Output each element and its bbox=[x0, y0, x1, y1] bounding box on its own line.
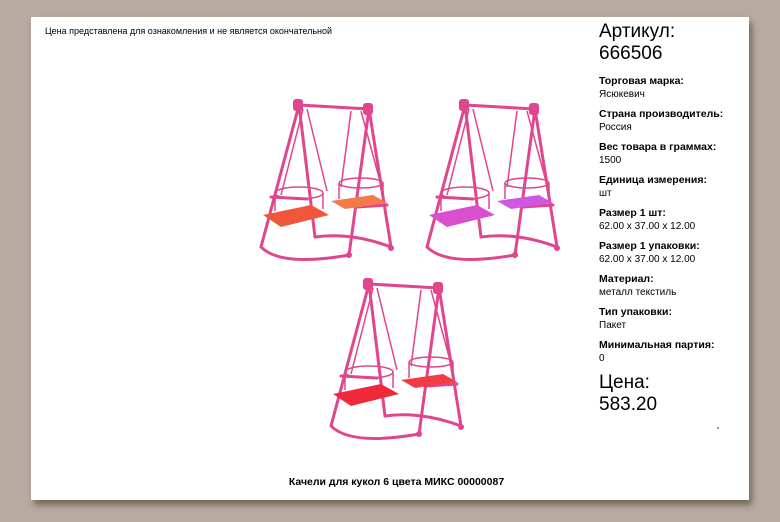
decorative-dot bbox=[717, 427, 719, 429]
attr-value: 62.00 x 37.00 x 12.00 bbox=[599, 254, 696, 265]
sku-value: 666506 bbox=[599, 43, 663, 64]
attr-value: Пакет bbox=[599, 320, 627, 331]
attr-label: Размер 1 шт: bbox=[599, 207, 666, 219]
attr-material bbox=[599, 273, 747, 299]
attr-value: 62.00 x 37.00 x 12.00 bbox=[599, 221, 696, 232]
attr-label: Материал: bbox=[599, 273, 654, 285]
attr-label: Тип упаковки: bbox=[599, 306, 672, 318]
attr-brand bbox=[599, 75, 747, 101]
attr-label: Единица измерения: bbox=[599, 174, 707, 186]
attr-package-size bbox=[599, 240, 747, 266]
attr-package-type bbox=[599, 306, 747, 332]
price-label: Цена: bbox=[599, 372, 650, 393]
product-title: Качели для кукол 6 цвета МИКС 00000087 bbox=[288, 476, 505, 488]
price-value: 583.20 bbox=[599, 394, 658, 415]
attr-label: Торговая марка: bbox=[599, 75, 684, 87]
swing-image-1 bbox=[241, 87, 401, 267]
swing-image-3 bbox=[311, 266, 471, 446]
disclaimer-text: Цена представлена для ознакомления и не является окончательной bbox=[45, 26, 333, 36]
attr-value: Ясюкевич bbox=[599, 89, 645, 100]
product-sheet bbox=[31, 17, 749, 500]
attr-country bbox=[599, 108, 747, 134]
attr-value: 1500 bbox=[599, 155, 622, 166]
attr-value: шт bbox=[599, 188, 612, 199]
attr-value: Россия bbox=[599, 122, 632, 133]
attr-value: металл текстиль bbox=[599, 287, 677, 298]
attr-label: Вес товара в граммах: bbox=[599, 141, 717, 153]
attr-label: Размер 1 упаковки: bbox=[599, 240, 700, 252]
sku-label: Артикул: bbox=[599, 21, 676, 42]
attr-value: 0 bbox=[599, 353, 605, 364]
product-info-panel bbox=[599, 21, 747, 416]
attr-min-batch bbox=[599, 339, 747, 365]
attr-unit bbox=[599, 174, 747, 200]
attr-label: Страна производитель: bbox=[599, 108, 724, 120]
swing-image-2 bbox=[407, 87, 567, 267]
attr-item-size bbox=[599, 207, 747, 233]
attr-label: Минимальная партия: bbox=[599, 339, 715, 351]
attr-weight bbox=[599, 141, 747, 167]
